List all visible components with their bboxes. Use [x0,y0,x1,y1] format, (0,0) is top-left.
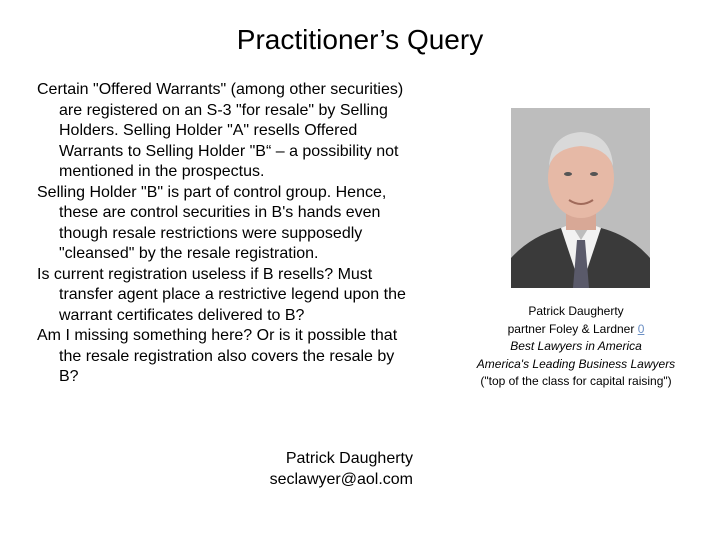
signature-block [190,448,413,490]
signature-name: Patrick Daugherty [285,450,413,467]
caption-name: Patrick Daugherty [528,304,624,318]
query-paragraph: Am I missing something here? Or is it possible that the resale registration also covers the resale by B? [37,327,398,385]
signature-email[interactable]: seclawyer@aol.com [269,471,413,488]
caption-award: America's Leading Business Lawyers [476,356,676,371]
query-text [37,80,417,388]
portrait-photo [511,108,650,288]
caption-link[interactable]: 0 [637,321,645,336]
caption-role-line [451,321,701,339]
caption-award-note: ("top of the class for capital raising") [480,374,672,388]
caption-award: Best Lawyers in America [510,339,642,353]
query-paragraph: Selling Holder "B" is part of control group. Hence, these are control securities in B's hands even though resale restrictions were supposedly "cleansed" by the resale registration. [37,183,387,262]
person-portrait-icon [511,108,650,288]
photo-caption [451,303,701,391]
slide-title: Practitioner’s Query [236,24,484,55]
caption-role: partner Foley & Lardner [507,321,635,336]
query-paragraph: Certain "Offered Warrants" (among other securities) are registered on an S-3 "for resale" by Selling Holders. Selling Holder "A" resells Offered Warrants to Selling Holder "B“ – a possibility not mentioned in the prospectus. [37,81,404,180]
query-paragraph: Is current registration useless if B resells? Must transfer agent place a restrictive legend upon the warrant certificates delivered to B? [37,265,406,324]
